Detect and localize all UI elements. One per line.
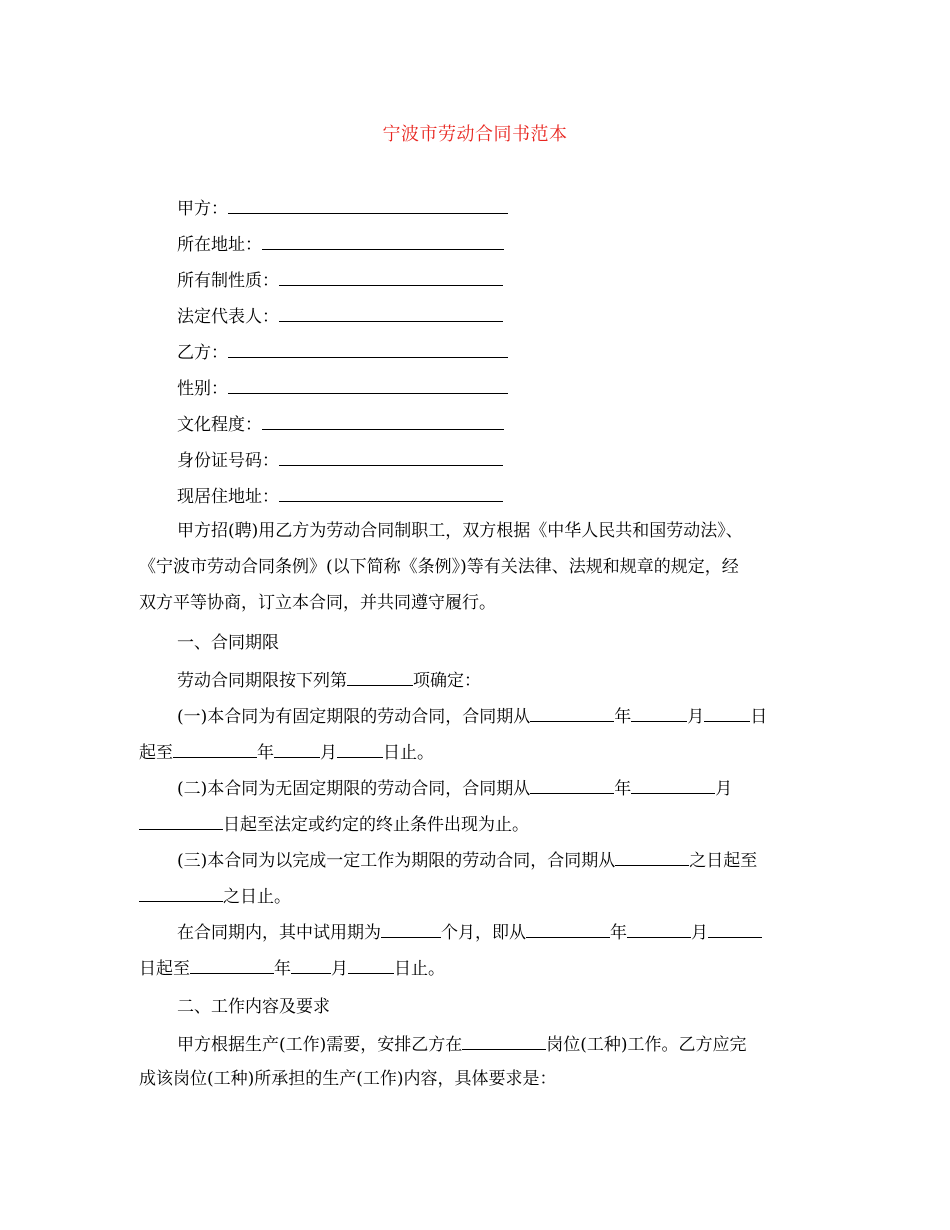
field-label-gender: 性别： (177, 379, 228, 399)
label-day-end: 日止。 (394, 959, 445, 979)
field-id-number (177, 447, 503, 471)
clause-1-text: (一)本合同为有固定期限的劳动合同，合同期从 (177, 707, 531, 727)
clause-3-line-2 (139, 883, 291, 909)
blank-line[interactable] (337, 739, 383, 758)
clause-3-line-1 (177, 847, 757, 873)
field-label-legal-rep: 法定代表人： (177, 307, 279, 327)
work-line-2: 成该岗位(工种)所承担的生产(工作)内容，具体要求是： (139, 1069, 557, 1089)
intro-line-3: 双方平等协商，订立本合同，并共同遵守履行。 (139, 593, 496, 613)
field-gender (177, 375, 508, 399)
blank-line[interactable] (139, 811, 223, 830)
label-month: 月 (691, 923, 708, 943)
label-day-from: 日起至 (139, 959, 190, 979)
blank-line[interactable] (262, 411, 504, 430)
field-party-b (177, 339, 508, 363)
clause-1-line-2 (139, 739, 434, 765)
clause-2-line-1 (177, 775, 732, 801)
blank-line[interactable] (381, 919, 441, 938)
blank-line[interactable] (190, 955, 274, 974)
blank-line[interactable] (530, 775, 614, 794)
field-address (177, 231, 504, 255)
blank-line[interactable] (526, 919, 610, 938)
field-label-residence: 现居住地址： (177, 487, 279, 507)
blank-line[interactable] (348, 955, 394, 974)
label-year: 年 (614, 707, 632, 727)
work-text: 甲方根据生产(工作)需要，安排乙方在 (177, 1035, 463, 1055)
section-heading-work: 二、工作内容及要求 (177, 997, 330, 1017)
blank-line[interactable] (279, 447, 503, 466)
label-year: 年 (614, 779, 632, 799)
clause-2-line-2 (139, 811, 529, 837)
field-residence (177, 483, 503, 507)
clause-3-text-2: 之日止。 (223, 887, 291, 907)
blank-line[interactable] (708, 919, 762, 938)
label-month: 月 (715, 779, 733, 799)
blank-line[interactable] (279, 303, 503, 322)
term-choice-suffix: 项确定： (413, 671, 481, 691)
trial-line-2 (139, 955, 445, 981)
blank-line[interactable] (173, 739, 257, 758)
section-heading-term: 一、合同期限 (177, 633, 279, 653)
blank-line[interactable] (462, 1031, 546, 1050)
label-month: 月 (331, 959, 348, 979)
blank-line[interactable] (262, 231, 504, 250)
clause-2-text: (二)本合同为无固定期限的劳动合同，合同期从 (177, 779, 531, 799)
blank-line[interactable] (631, 775, 715, 794)
trial-line-1 (177, 919, 762, 945)
blank-line[interactable] (615, 847, 689, 866)
blank-line[interactable] (631, 703, 687, 722)
blank-line[interactable] (291, 955, 331, 974)
field-label-party-b: 乙方： (177, 343, 228, 363)
field-legal-rep (177, 303, 503, 327)
label-month: 月 (320, 743, 337, 763)
blank-line[interactable] (347, 667, 413, 686)
intro-line-1: 甲方招(聘)用乙方为劳动合同制职工，双方根据《中华人民共和国劳动法》、 (177, 521, 743, 541)
blank-line[interactable] (228, 339, 508, 358)
field-label-id-number: 身份证号码： (177, 451, 279, 471)
field-label-ownership: 所有制性质： (177, 271, 279, 291)
work-line-1 (177, 1031, 747, 1057)
blank-line[interactable] (228, 195, 508, 214)
clause-3-text: (三)本合同为以完成一定工作为期限的劳动合同，合同期从 (177, 851, 616, 871)
blank-line[interactable] (279, 483, 503, 502)
document-title: 宁波市劳动合同书范本 (382, 124, 568, 145)
field-label-party-a: 甲方： (177, 199, 228, 219)
blank-line[interactable] (279, 267, 503, 286)
clause-2-text-2: 日起至法定或约定的终止条件出现为止。 (223, 815, 529, 835)
field-education (177, 411, 504, 435)
label-year: 年 (274, 959, 291, 979)
label-year: 年 (257, 743, 274, 763)
term-choice-text: 劳动合同期限按下列第 (177, 671, 347, 691)
field-label-address: 所在地址： (177, 235, 262, 255)
label-day: 日 (750, 707, 768, 727)
label-month: 月 (687, 707, 705, 727)
label-from: 起至 (139, 743, 173, 763)
blank-line[interactable] (228, 375, 508, 394)
work-text-2: 岗位(工种)工作。乙方应完 (546, 1035, 747, 1055)
trial-text-2: 个月，即从 (441, 923, 526, 943)
clause-3-suffix: 之日起至 (689, 851, 758, 871)
blank-line[interactable] (530, 703, 614, 722)
blank-line[interactable] (274, 739, 320, 758)
field-label-education: 文化程度： (177, 415, 262, 435)
intro-line-2: 《宁波市劳动合同条例》(以下简称《条例》)等有关法律、法规和规章的规定，经 (139, 557, 739, 577)
field-ownership (177, 267, 503, 291)
blank-line[interactable] (139, 883, 223, 902)
blank-line[interactable] (704, 703, 750, 722)
field-party-a (177, 195, 508, 219)
clause-1-line-1 (177, 703, 767, 729)
label-year: 年 (610, 923, 627, 943)
blank-line[interactable] (627, 919, 691, 938)
trial-text: 在合同期内，其中试用期为 (177, 923, 381, 943)
label-day-end: 日止。 (383, 743, 434, 763)
term-choice-line (177, 667, 481, 693)
